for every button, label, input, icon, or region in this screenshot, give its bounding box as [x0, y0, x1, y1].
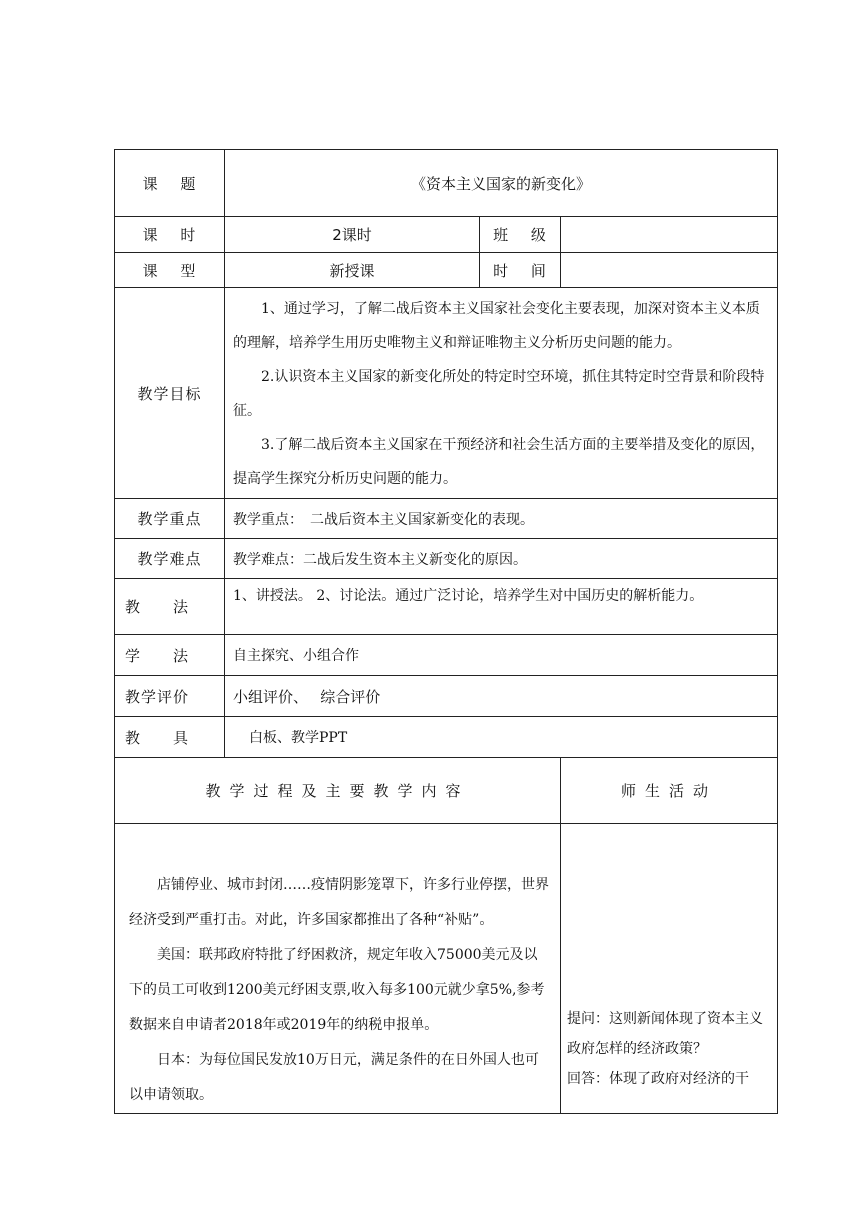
activity-question: 提问：这则新闻体现了资本主义政府怎样的经济政策？	[567, 1011, 763, 1057]
process-activity	[561, 824, 778, 1114]
objectives-label: 教学目标	[115, 288, 225, 499]
hours-row	[115, 217, 778, 253]
process-content-header: 教学过程及主要教学内容	[115, 758, 561, 824]
difficulty-label: 教学难点	[115, 539, 225, 579]
study-row	[115, 635, 778, 676]
hours-value: 2课时	[225, 217, 480, 253]
method-value: 1、讲授法。 2、讨论法。通过广泛讨论，培养学生对中国历史的解析能力。	[225, 579, 778, 635]
type-row	[115, 253, 778, 288]
objective-item-3: 3.了解二战后资本主义国家在干预经济和社会生活方面的主要举措及变化的原因，提高学生探究分析历史问题的能力。	[233, 437, 765, 487]
type-value: 新授课	[225, 253, 480, 288]
tools-label: 教 具	[115, 717, 225, 758]
class-value	[561, 217, 778, 253]
difficulty-row	[115, 539, 778, 579]
hours-label: 课 时	[115, 217, 225, 253]
activity-answer: 回答：体现了政府对经济的干	[567, 1071, 749, 1087]
process-body-row	[115, 824, 778, 1114]
tools-value: 白板、教学PPT	[225, 717, 778, 758]
key-point-value: 教学重点： 二战后资本主义国家新变化的表现。	[225, 499, 778, 539]
tools-row	[115, 717, 778, 758]
time-value	[561, 253, 778, 288]
method-label: 教 法	[115, 579, 225, 635]
type-label: 课 型	[115, 253, 225, 288]
study-label: 学 法	[115, 635, 225, 676]
key-point-row	[115, 499, 778, 539]
difficulty-value: 教学难点：二战后发生资本主义新变化的原因。	[225, 539, 778, 579]
study-value: 自主探究、小组合作	[225, 635, 778, 676]
process-activity-header: 师生活动	[561, 758, 778, 824]
method-row	[115, 579, 778, 635]
evaluation-row	[115, 676, 778, 717]
objectives-row	[115, 288, 778, 499]
time-label: 时 间	[480, 253, 561, 288]
objectives-content	[225, 288, 778, 499]
topic-value: 《资本主义国家的新变化》	[225, 150, 778, 217]
content-paragraph-1: 店铺停业、城市封闭……疫情阴影笼罩下，许多行业停摆，世界经济受到严重打击。对此，许多国家都推出了各种“补贴”。	[129, 877, 549, 928]
content-paragraph-3: 日本：为每位国民发放10万日元，满足条件的在日外国人也可以申请领取。	[129, 1052, 539, 1103]
evaluation-label: 教学评价	[115, 676, 225, 717]
process-content	[115, 824, 561, 1114]
objective-item-1: 1、通过学习，了解二战后资本主义国家社会变化主要表现，加深对资本主义本质的理解，培养学生用历史唯物主义和辩证唯物主义分析历史问题的能力。	[233, 301, 760, 351]
objective-item-2: 2.认识资本主义国家的新变化所处的特定时空环境，抓住其特定时空背景和阶段特征。	[233, 369, 765, 419]
topic-row	[115, 150, 778, 217]
process-header-row	[115, 758, 778, 824]
content-paragraph-2: 美国：联邦政府特批了纾困救济，规定年收入75000美元及以下的员工可收到1200美元纾困支票,收入每多100元就少拿5%,参考数据来自申请者2018年或2019年的纳税申报单。	[129, 947, 545, 1033]
class-label: 班 级	[480, 217, 561, 253]
key-point-label: 教学重点	[115, 499, 225, 539]
lesson-plan-table	[114, 149, 778, 1114]
topic-label: 课 题	[115, 150, 225, 217]
evaluation-value: 小组评价、 综合评价	[225, 676, 778, 717]
